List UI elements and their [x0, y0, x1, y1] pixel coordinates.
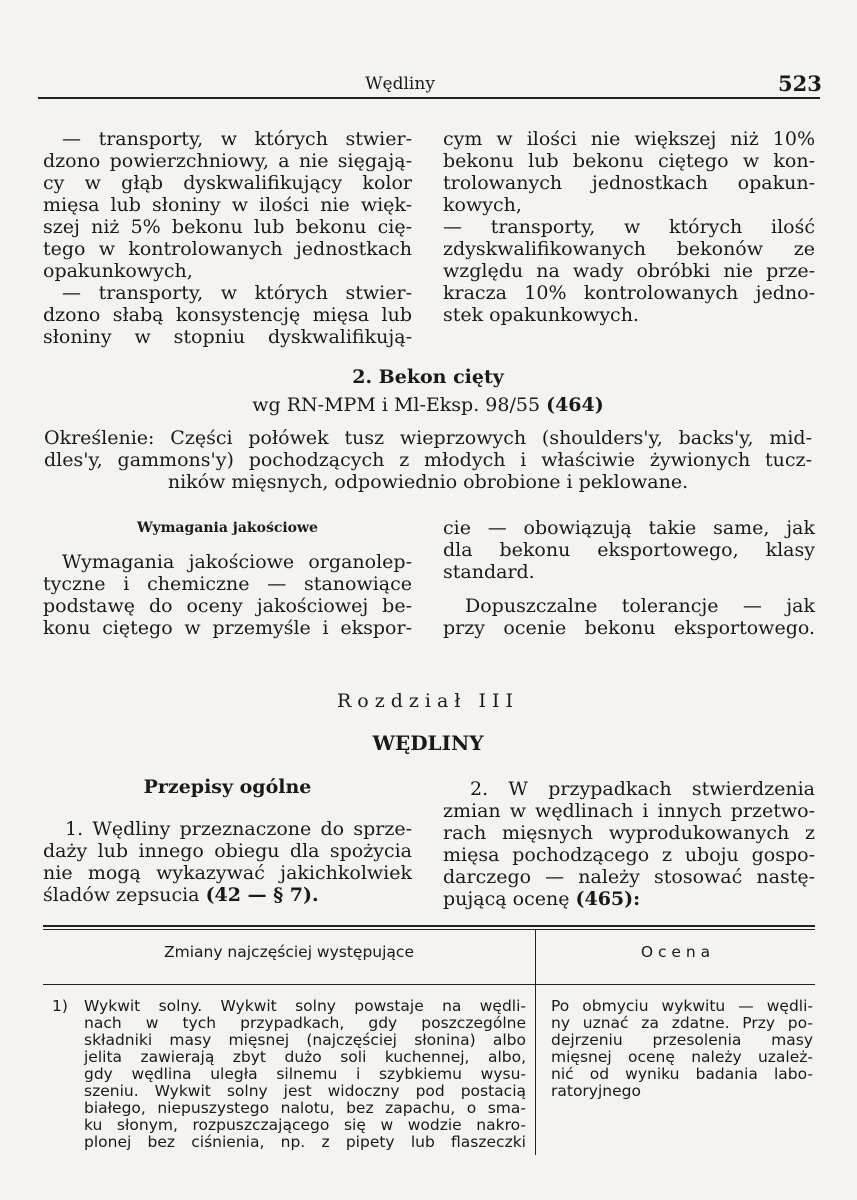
text-line: Określenie: Części połówek tusz wieprzowych (shoulders'y, backs'y, mid-: [44, 427, 812, 449]
text-line: darczego — należy stosować nastę-: [443, 866, 815, 888]
text-line: Dopuszczalne tolerancje — jak: [465, 595, 815, 617]
text-line: słoniny w stopniu dyskwalifikują-: [43, 326, 412, 348]
cell-line: gdy wędlina uległa silnemu i szybkiemu wysu-: [84, 1065, 526, 1083]
cell-line: dejrzeniu przesolenia masy: [551, 1031, 813, 1049]
table-row-number: 1): [52, 997, 68, 1015]
text-line: dla bekonu eksportowego, klasy: [443, 539, 815, 561]
cell-line: nić od wyniku badania labo-: [551, 1065, 813, 1083]
text-line: cie — obowiązują takie same, jak: [443, 517, 815, 539]
text-line: [443, 888, 640, 910]
page-number: 523: [778, 71, 822, 96]
text-line: przy ocenie bekonu eksportowego.: [443, 617, 815, 639]
chapter-label: Rozdział III: [336, 690, 520, 712]
text-line: cy w głąb dyskwalifikujący kolor: [43, 172, 412, 194]
table-column-divider: [535, 930, 536, 1155]
section-title: 2. Bekon cięty: [352, 366, 504, 388]
text-line: — transporty, w których stwier-: [62, 128, 412, 150]
text-line: kowych,: [443, 194, 522, 216]
text-line: podstawę do oceny jakościowej be-: [43, 595, 412, 617]
text-line: zdyskwalifikowanych bekonów ze: [443, 238, 815, 260]
running-header-title: Wędliny: [365, 74, 435, 94]
cell-line: Wykwit solny. Wykwit solny powstaje na wędli-: [84, 997, 526, 1015]
requirements-heading: Wymagania jakościowe: [137, 520, 318, 536]
cell-line: Po obmyciu wykwitu — wędli-: [551, 997, 813, 1015]
text-line: trolowanych jednostkach opakun-: [443, 172, 815, 194]
legal-ref: (42 — § 7).: [205, 884, 319, 906]
text-line: dzono słabą konsystencję mięsa lub: [43, 304, 412, 326]
cell-line: składniki masy mięsnej (najczęściej słonina) albo: [84, 1031, 526, 1049]
text-span: pującą ocenę: [443, 888, 570, 910]
text-line: zmian w wędlinach i innych przetwo-: [443, 800, 815, 822]
text-line: tyczne i chemiczne — stanowiące: [43, 573, 412, 595]
table-top-rule: [43, 925, 815, 927]
text-line: dzono powierzchniowy, a nie sięgają-: [43, 150, 412, 172]
text-line: ników mięsnych, odpowiednio obrobione i peklowane.: [167, 471, 689, 493]
text-line: nie mogą wykazywać jakichkolwiek: [43, 862, 412, 884]
text-line: 2. W przypadkach stwierdzenia: [470, 778, 815, 800]
text-line: standard.: [443, 561, 535, 583]
cell-line: ny uznać za zdatne. Przy po-: [551, 1014, 813, 1032]
text-line: mięsa lub słoniny w ilości nie więk-: [43, 194, 412, 216]
text-line: [43, 884, 319, 906]
text-line: rach mięsnych wyprodukowanych z: [443, 822, 815, 844]
text-line: cym w ilości nie większej niż 10%: [443, 128, 815, 150]
text-span: śladów zepsucia: [43, 884, 200, 906]
legal-ref: (465):: [575, 888, 641, 910]
subtitle-ref: (464): [546, 394, 604, 416]
subtitle-text: wg RN-MPM i Ml-Eksp. 98/55: [252, 394, 541, 416]
table-header-rule: [43, 984, 815, 985]
text-line: 1. Wędliny przeznaczone do sprze-: [65, 818, 412, 840]
text-line: konu ciętego w przemyśle i ekspor-: [43, 617, 412, 639]
table-header-assessment: O c e n a: [640, 943, 711, 961]
text-line: daży lub innego obiegu dla spożycia: [43, 840, 412, 862]
table-top-rule-thin: [43, 929, 815, 930]
general-provisions-heading: Przepisy ogólne: [143, 776, 312, 798]
cell-line: ratoryjnego: [551, 1082, 641, 1100]
text-line: stek opakunkowych.: [443, 304, 639, 326]
cell-line: szeniu. Wykwit solny jest widoczny pod postacią: [84, 1082, 526, 1100]
section-subtitle: [128, 394, 728, 416]
text-line: tego w kontrolowanych jednostkach: [43, 238, 412, 260]
cell-line: nach w tych przypadkach, gdy poszczególne: [84, 1014, 526, 1032]
cell-line: mięsnej ocenę należy uzależ-: [551, 1048, 813, 1066]
text-line: dles'y, gammons'y) pochodzących z młodych i właściwie żywionych tucz-: [44, 449, 812, 471]
text-line: — transporty, w których ilość: [443, 216, 815, 238]
text-line: kracza 10% kontrolowanych jedno-: [443, 282, 815, 304]
table-header-changes: Zmiany najczęściej występujące: [163, 943, 414, 961]
text-line: szej niż 5% bekonu lub bekonu cię-: [43, 216, 412, 238]
text-line: Wymagania jakościowe organolep-: [62, 551, 412, 573]
text-line: opakunkowych,: [43, 260, 193, 282]
text-line: — transporty, w których stwier-: [62, 282, 412, 304]
header-rule: [38, 97, 820, 99]
text-line: bekonu lub bekonu ciętego w kon-: [443, 150, 815, 172]
text-line: względu na wady obróbki nie prze-: [443, 260, 815, 282]
cell-line: ku słonym, rozpuszczającego się w wodzie nakro-: [84, 1116, 526, 1134]
text-line: mięsa pochodzącego z uboju gospo-: [443, 844, 815, 866]
cell-line: jelita zawierają zbyt dużo soli kuchennej, albo,: [84, 1048, 526, 1066]
chapter-title: WĘDLINY: [372, 731, 484, 755]
cell-line: białego, niepuszystego nalotu, bez zapachu, o sma-: [84, 1099, 526, 1117]
cell-line: plonej bez ciśnienia, np. z pipety lub flaszeczki: [84, 1133, 526, 1151]
